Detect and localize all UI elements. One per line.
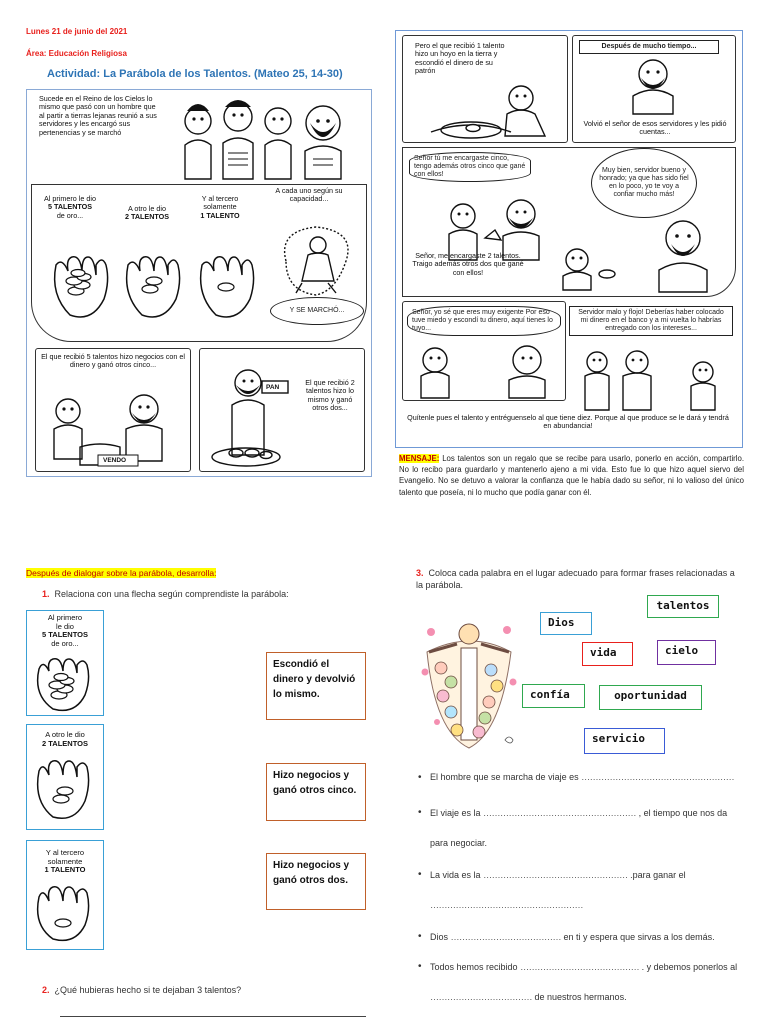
message-text: Los talentos son un regalo que se recibe para usarlo, ponerlo en acción, compartirlo. No lo recibo para guardarlo y mantenerlo ajeno a mi vida. Esto fue lo que hizo aquel siervo del Evangelio. No se detuvo a valorar la confianza que le había dado su señor, ni lo valioso del único talento que poseía, ni lo mucho que podía ganar con él. xyxy=(399,454,745,497)
sentence-3-text-a: La vida es la xyxy=(430,870,481,880)
activities-title: Después de dialogar sobre la parábola, desarrolla: xyxy=(26,568,217,578)
card-one-talent xyxy=(26,840,104,950)
card-two-talents-text xyxy=(29,731,101,748)
question-1 xyxy=(42,589,289,599)
servant-with-coins-illustration xyxy=(537,244,637,292)
card-one-talent-text xyxy=(29,849,101,875)
two-talents-text: El que recibió 2 talentos hizo lo mismo y ganó otros dos... xyxy=(305,378,355,413)
sentence-1-text: El hombre que se marcha de viaje es xyxy=(430,772,579,782)
master-smiling-illustration xyxy=(647,214,721,294)
wicked-servant-bubble: Servidor malo y flojo! Deberías haber colocado mi dinero en el banco y a mi vuelta lo habrías entregado con los intereses... xyxy=(569,306,733,336)
comic-panel-return xyxy=(572,35,736,143)
card-five-line3: de oro... xyxy=(51,638,79,648)
question-1-number: 1. xyxy=(42,589,50,599)
two-report-text: Señor, me encargaste 2 talentos. Traigo además otros dos que gané con ellos! xyxy=(412,251,524,277)
each-capacity-text: A cada uno según su capacidad... xyxy=(275,186,343,204)
card-one-bold: 1 TALENTO xyxy=(44,865,86,874)
message-label: MENSAJE: xyxy=(399,454,440,463)
first-servant-end: de oro... xyxy=(56,210,84,220)
sentence-2-text-a: El viaje es la xyxy=(430,808,481,818)
five-talents-text: El que recibió 5 talentos hizo negocios con el dinero y ganó otros cinco... xyxy=(41,352,185,370)
sentence-2-text-b: , el tiempo que nos da para negociar. xyxy=(430,808,728,848)
comic-panel-five-report xyxy=(402,147,736,297)
first-servant-bold: 5 TALENTOS xyxy=(47,202,93,212)
second-servant-text xyxy=(114,205,180,222)
question-3-number: 3. xyxy=(416,568,424,578)
comic-panel-intro xyxy=(31,93,366,183)
comic-left xyxy=(26,89,372,477)
first-servant-line: Al primero le dio xyxy=(44,194,96,203)
word-box-servicio[interactable]: servicio xyxy=(584,728,665,754)
sentence-5-text-c: de nuestros hermanos. xyxy=(534,992,627,1002)
servant-digging-illustration xyxy=(411,82,561,142)
hands-with-coins-illustration xyxy=(46,245,266,325)
answer-box-hid-money[interactable]: Escondió el dinero y devolvió lo mismo. xyxy=(266,652,366,720)
card-two-bold: 2 TALENTOS xyxy=(42,738,88,748)
well-done-bubble: Muy bien, servidor bueno y honrado; ya que has sido fiel en lo poco, yo te voy a confiar mucho más! xyxy=(591,148,697,218)
sentence-1 xyxy=(418,772,744,783)
comic-panel-two-talents xyxy=(199,348,365,472)
master-and-servants-illustration xyxy=(575,346,735,416)
buried-talent-text: Pero el que recibió 1 talento hizo un hoyo en la tierra y escondió el dinero de su patrón xyxy=(415,41,505,76)
sentence-5 xyxy=(418,952,744,1012)
jesus-with-people-illustration xyxy=(417,612,521,752)
sentence-1-blank[interactable]: ……………………………………………… xyxy=(581,772,735,782)
pan-sign: PAN xyxy=(266,384,280,391)
third-servant-bold: 1 TALENTO xyxy=(200,210,240,220)
word-box-vida[interactable]: vida xyxy=(582,642,633,666)
card-one-line2: solamente xyxy=(47,856,83,866)
third-servant-line: Y al tercero solamente xyxy=(201,194,239,212)
master-leaving-illustration xyxy=(276,221,356,301)
card-five-line1: Al primero xyxy=(47,613,83,622)
question-2-answer-line[interactable] xyxy=(60,1016,366,1017)
second-servant-bold: 2 TALENTOS xyxy=(124,212,170,222)
comic-panel-buried xyxy=(402,35,568,143)
card-five-talents xyxy=(26,610,104,716)
question-3-text: Coloca cada palabra en el lugar adecuado para formar frases relacionadas a la parábola. xyxy=(416,568,735,590)
sentence-2-blank[interactable]: ……………………………………………… xyxy=(483,808,637,818)
sentence-5-blank-2[interactable]: ……………………………… xyxy=(430,992,532,1002)
message-paragraph xyxy=(399,453,744,498)
third-servant-text xyxy=(190,195,250,220)
five-report-bubble: Señor tú me encargaste cinco, tengo además otros cinco que gané con ellos! xyxy=(409,152,531,182)
sentence-5-text-b: . y debemos ponerlos al xyxy=(641,962,738,972)
sentence-3-blank-2[interactable]: ……………………………………………… xyxy=(430,900,583,910)
activity-title: Actividad: La Parábola de los Talentos. (Mateo 25, 14-30) xyxy=(47,68,343,80)
card-five-bold: 5 TALENTOS xyxy=(42,630,88,639)
hand-five-coins-icon xyxy=(31,655,101,715)
word-box-dios[interactable]: Dios xyxy=(540,612,592,635)
sentence-5-text-a: Todos hemos recibido xyxy=(430,962,518,972)
sentence-5-blank-1[interactable]: …………………………………… xyxy=(520,962,640,972)
vendo-sign: VENDO xyxy=(103,457,127,464)
servants-group-illustration xyxy=(173,93,363,181)
after-long-time-caption: Después de mucho tiempo... xyxy=(579,40,719,54)
answer-box-gained-two[interactable]: Hizo negocios y ganó otros dos. xyxy=(266,853,366,910)
card-five-line2: le dio xyxy=(56,621,74,631)
subject-area: Área: Educación Religiosa xyxy=(26,49,127,58)
word-box-oportunidad[interactable]: oportunidad xyxy=(599,685,702,710)
first-servant-text xyxy=(38,195,102,220)
card-one-line1: Y al tercero xyxy=(45,848,85,857)
sentence-4-text-a: Dios xyxy=(430,932,449,942)
fill-in-sentences xyxy=(418,772,744,1012)
answer-box-gained-five[interactable]: Hizo negocios y ganó otros cinco. xyxy=(266,763,366,821)
sentence-4-blank[interactable]: ………………………………… xyxy=(450,932,562,942)
hand-one-coin-icon xyxy=(31,881,101,949)
comic-panel-talents xyxy=(31,184,367,342)
sentence-2 xyxy=(418,798,744,858)
word-box-talentos[interactable]: talentos xyxy=(647,595,719,618)
question-2-number: 2. xyxy=(42,985,50,995)
hand-two-coins-icon xyxy=(31,753,101,827)
word-box-cielo[interactable]: cielo xyxy=(657,640,716,665)
word-box-confia[interactable]: confía xyxy=(522,684,585,708)
date: Lunes 21 de junio del 2021 xyxy=(26,27,128,36)
question-3 xyxy=(416,567,744,591)
second-servant-line: A otro le dio xyxy=(128,204,166,213)
baker-illustration xyxy=(206,353,302,469)
card-five-talents-text xyxy=(29,614,101,648)
question-1-text: Relaciona con una flecha según comprendiste la parábola: xyxy=(54,589,289,599)
question-2 xyxy=(42,985,241,995)
comic-panel-judgment xyxy=(402,301,736,443)
sentence-3-text-b: .para ganar el xyxy=(630,870,686,880)
sentence-3 xyxy=(418,860,744,920)
take-talent-text: Quítenle pues el talento y entréguenselo al que tiene diez. Porque al que produce se le dará y tendrá en abundancia! xyxy=(407,413,729,431)
comic-intro-text: Sucede en el Reino de los Cielos lo mismo que pasó con un hombre que al partir a tierras lejanas reunió a sus servidores y les encargó sus pertenencias y se marchó xyxy=(39,94,157,137)
question-2-text: ¿Qué hubieras hecho si te dejaban 3 talentos? xyxy=(54,985,242,995)
card-two-talents xyxy=(26,724,104,830)
master-returning-illustration xyxy=(613,56,693,116)
se-marcho-bubble: Y SE MARCHÓ... xyxy=(270,297,364,325)
sentence-4-text-b: en ti y espera que sirvas a los demás. xyxy=(563,932,715,942)
sentence-3-blank-1[interactable]: …………………………………………… xyxy=(483,870,628,880)
master-returned-text: Volvió el señor de esos servidores y les pidió cuentas... xyxy=(583,119,727,137)
comic-panel-five-talents xyxy=(35,348,191,472)
card-two-line1: A otro le dio xyxy=(45,730,85,739)
comic-right xyxy=(395,30,743,448)
one-report-bubble: Señor, yo sé que eres muy exigente Por eso tuve miedo y escondí tu dinero, aquí tienes lo tuyo... xyxy=(407,306,561,336)
sentence-4 xyxy=(418,922,744,952)
